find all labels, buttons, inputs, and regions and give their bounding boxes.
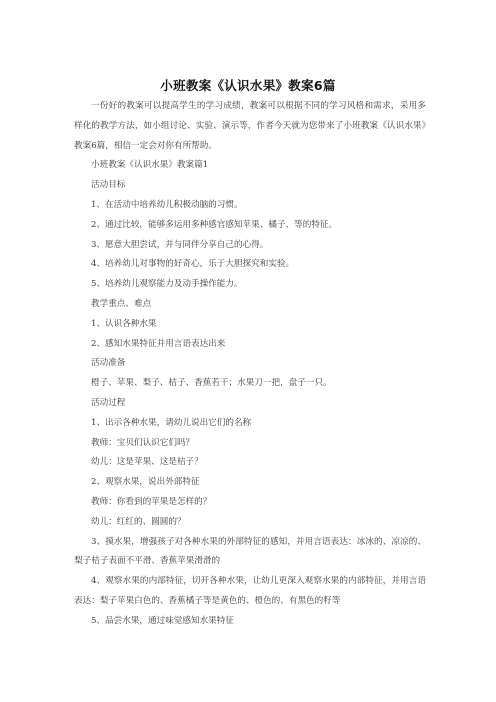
document-body [74, 97, 426, 632]
process-step: 4、观察水果的内部特征，切开各种水果，让幼儿更深入观察水果的内部特征，并用言语表达：梨子苹果白色的、香蕉橘子等是黄色的、橙色的、有黑色的籽等 [74, 576, 426, 606]
subheading-key-points: 教学重点、难点 [91, 298, 152, 309]
objective-item: 3、愿意大胆尝试，并与同伴分享自己的心得。 [91, 239, 269, 250]
process-step: 5、品尝水果，通过味觉感知水果特征 [91, 615, 234, 626]
subheading-preparation: 活动准备 [91, 358, 126, 369]
process-step: 1、出示各种水果，请幼儿说出它们的名称 [91, 417, 252, 428]
process-step: 3、摸水果，增强孩子对各种水果的外部特征的感知，并用言语表达：冰冰的、凉凉的、梨子桔子表面不平滑、香蕉苹果滑滑的 [74, 536, 426, 567]
dialogue-line: 教师：你看到的苹果是怎样的？ [91, 496, 212, 507]
dialogue-line: 教师：宝贝们认识它们吗？ [91, 437, 195, 448]
preparation-text: 橙子、苹果、梨子、桔子、香蕉若干；水果刀一把，盘子一只。 [91, 378, 332, 389]
objective-item: 2、通过比较，能够多运用多种感官感知苹果、橘子、等的特征。 [91, 219, 338, 230]
subheading-process: 活动过程 [91, 397, 126, 408]
key-point-item: 1、认识各种水果 [91, 318, 157, 329]
section-heading: 小班教案《认识水果》教案篇1 [91, 160, 209, 171]
objective-item: 5、培养幼儿观察能力及动手操作能力。 [91, 279, 243, 290]
objective-item: 4、培养幼儿对事物的好奇心，乐于大胆探究和实验。 [91, 259, 295, 270]
dialogue-line: 幼儿：这是苹果、这是桔子？ [91, 457, 203, 468]
subheading-objectives: 活动目标 [91, 180, 126, 191]
dialogue-line: 幼儿：红红的、圆圆的？ [91, 516, 186, 527]
document-title: 小班教案《认识水果》教案6篇 [160, 78, 336, 93]
intro-paragraph: 一份好的教案可以提高学生的学习成绩，教案可以根据不同的学习风格和需求，采用多样化的教学方法，如小组讨论、实验、演示等，作者今天就为您带来了小班教案《认识水果》教案6篇，相信一定会对你有所帮助。 [74, 101, 426, 151]
process-step: 2、观察水果，说出外部特征 [91, 477, 200, 488]
key-point-item: 2、感知水果特征并用言语表达出来 [91, 338, 226, 349]
objective-item: 1、在活动中培养幼儿积极动脑的习惯。 [91, 199, 243, 210]
